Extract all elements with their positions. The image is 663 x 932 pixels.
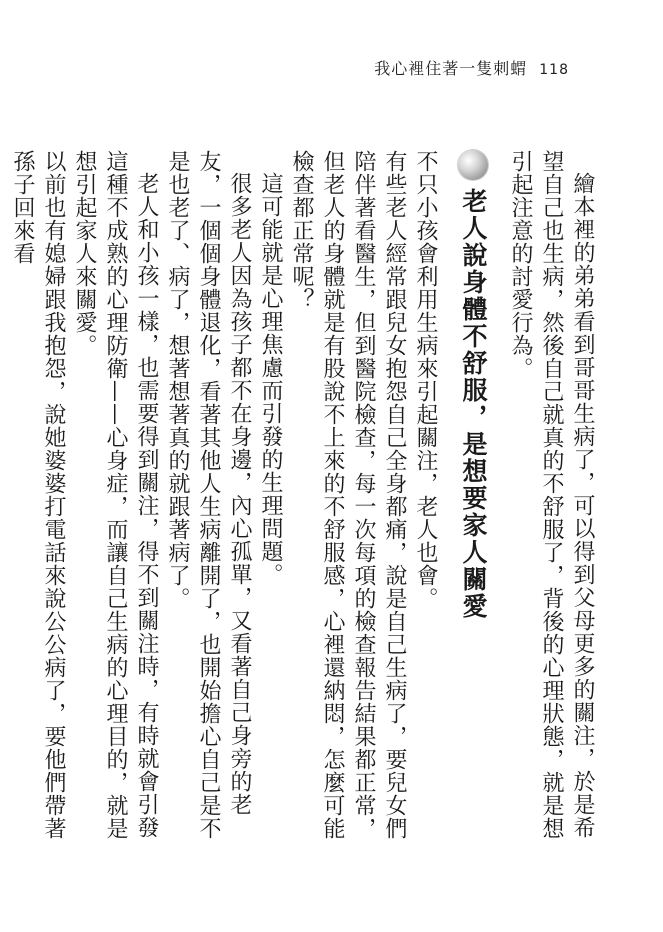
- pearl-bullet-icon: [458, 150, 488, 180]
- paragraph: 以前也有媳婦跟我抱怨，說她婆婆打電話來說公公病了，要他們帶著孫子回來看: [10, 150, 66, 840]
- paragraph: 有些老人經常跟兒女抱怨自己全身都痛，說是自己生病了，要兒女們陪伴著看醫生，但到醫院檢查，每一次每項的檢查報告結果都正常，但老人的身體就是有股說不上來的不舒服感，心裡還納悶，怎麼可能檢查都正常呢？: [289, 150, 407, 840]
- paragraph: 很多老人因為孩子都不在身邊，內心孤單，又看著自己身旁的老友，一個個身體退化，看著其他人生病離開了，也開始擔心自己是不是也老了、病了，想著想著真的就跟著病了。: [165, 150, 252, 840]
- body-text: [10, 150, 598, 840]
- book-title: 我心裡住著一隻刺蝟: [374, 59, 528, 78]
- section-heading: [451, 150, 495, 840]
- paragraph-intro: 繪本裡的弟弟看到哥哥生病了，可以得到父母更多的關注，於是希望自己也生病，然後自己就真的不舒服了，背後的心理狀態，就是想引起注意的討愛行為。: [508, 150, 595, 840]
- paragraph: 老人和小孩一樣，也需要得到關注，得不到關注時，有時就會引發這種不成熟的心理防衛——心身症，而讓自己生病的心理目的，就是想引起家人來關愛。: [72, 150, 159, 840]
- section-heading-text: 老人說身體不舒服，是想要家人關愛: [459, 188, 488, 620]
- running-head: [374, 56, 569, 79]
- paragraph: 不只小孩會利用生病來引起關注，老人也會。: [413, 150, 438, 610]
- paragraph: 這可能就是心理焦慮而引發的生理問題。: [258, 172, 283, 586]
- page-number: 118: [539, 62, 569, 78]
